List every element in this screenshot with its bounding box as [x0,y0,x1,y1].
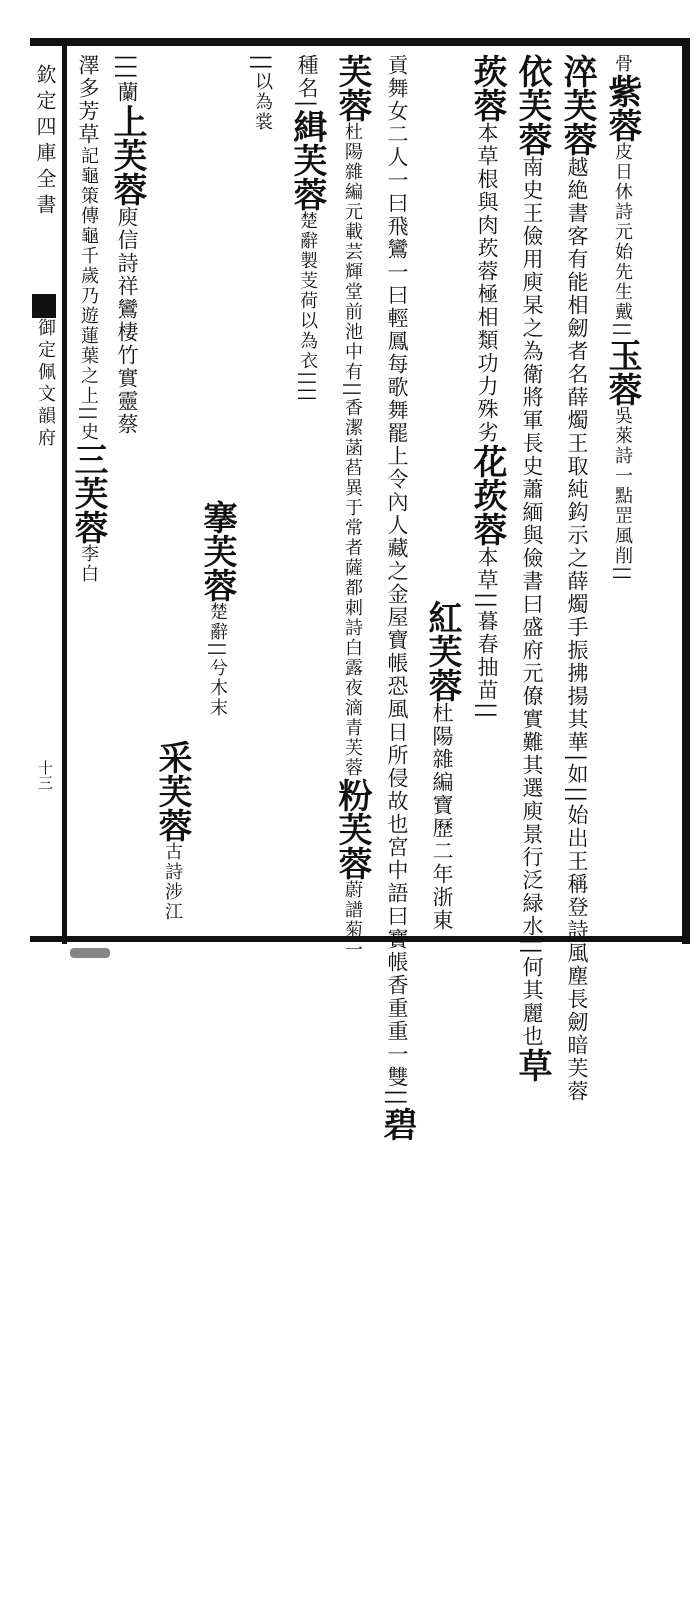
column-text: 以為裳 [252,72,273,133]
headword: 花莰蓉 [467,444,507,546]
text-column-13 [68,54,108,924]
headword: 三芙蓉 [68,442,108,545]
column-text: 杜陽雜編元載芸輝堂前池中有||香潔菡萏異于常者薩都刺詩白露夜滴青芙蓉 [342,122,363,779]
headword: 搴芙蓉 [197,500,237,602]
column-text: 楚辭||兮木末 [207,602,228,719]
headword: 草 [512,1048,552,1083]
column-text: 吳萊詩一點罡風削|| [612,406,633,583]
frame-top-rule [30,38,690,46]
text-column-5 [422,600,462,1470]
book-subtitle: 御定佩文韻府 [35,318,56,450]
headword: 紅芙蓉 [422,600,462,702]
headword: 粉芙蓉 [332,778,372,881]
headword: 淬芙蓉 [557,54,597,156]
text-column-10 [197,500,237,1370]
column-text: || [250,54,274,73]
column-text: 皮日休詩元始先生戴|| [612,142,633,339]
text-column-11 [152,740,192,1610]
column-text: 記龜策傳龜千歲乃遊蓮葉之上||史 [78,146,99,443]
column-head: 骨 [612,54,633,74]
column-text: 楚辭製芰荷以為衣|||| [297,211,318,404]
text-column-12 [107,54,147,924]
text-column-8 [287,54,327,924]
headword: 上芙蓉 [107,104,147,207]
text-column-4 [467,54,507,924]
column-text: 貢舞女二人一曰飛鸞一曰輕鳳每歌舞罷上令內人藏之金屋寶帳恐風日所侵故也宮中語曰寶帳香重重一雙|| [385,54,409,1108]
column-text: 本草根與肉莰蓉極相類功力殊劣 [475,122,499,444]
headword: 緝芙蓉 [287,109,327,212]
column-text: 庾信詩祥鸞棲竹實靈蔡 [115,206,139,437]
column-text: 蔚譜菊一 [342,880,363,961]
frame-right-rule [682,38,690,944]
headword: 依芙蓉 [512,54,552,156]
column-text: 李白 [78,544,99,585]
ink-blot [70,948,110,958]
fish-tail-mark [32,294,56,318]
book-title: 欽定四庫全書 [33,64,57,220]
column-text: 古詩涉江 [162,842,183,922]
text-column-7 [332,54,372,961]
column-text: 南史王儉用庾杲之為衛將軍長史蕭緬與儉書曰盛府元僚實難其選庾景行泛緑水||何其麗也 [520,156,544,1049]
text-column-6 [377,54,417,1142]
headword: 玉蓉 [602,338,642,407]
column-text: |||蘭 [115,54,139,105]
page-number: 十三 [36,760,54,790]
headword: 紫蓉 [602,74,642,142]
text-column-1 [602,54,642,924]
column-text: 杜陽雜編寶歷二年浙東 [430,702,454,932]
text-column-3 [512,54,552,1083]
column-text: 種名| [295,54,319,110]
headword: 芙蓉 [332,54,372,122]
headword: 莰蓉 [467,54,507,122]
frame-margin-rule [62,38,67,944]
text-column-9 [242,54,282,924]
column-text: 本草||暮春抽苗|| [475,546,499,721]
headword: 碧 [377,1107,417,1142]
text-column-2 [557,54,597,1104]
column-text: 越絶書客有能相劒者名薛燭王取純鈎示之薛燭手振拂揚其華|如||始出王稱登詩風塵長劒暗芙蓉 [565,156,589,1104]
column-text: 澤多芳草 [76,54,100,146]
headword: 采芙蓉 [152,740,192,842]
